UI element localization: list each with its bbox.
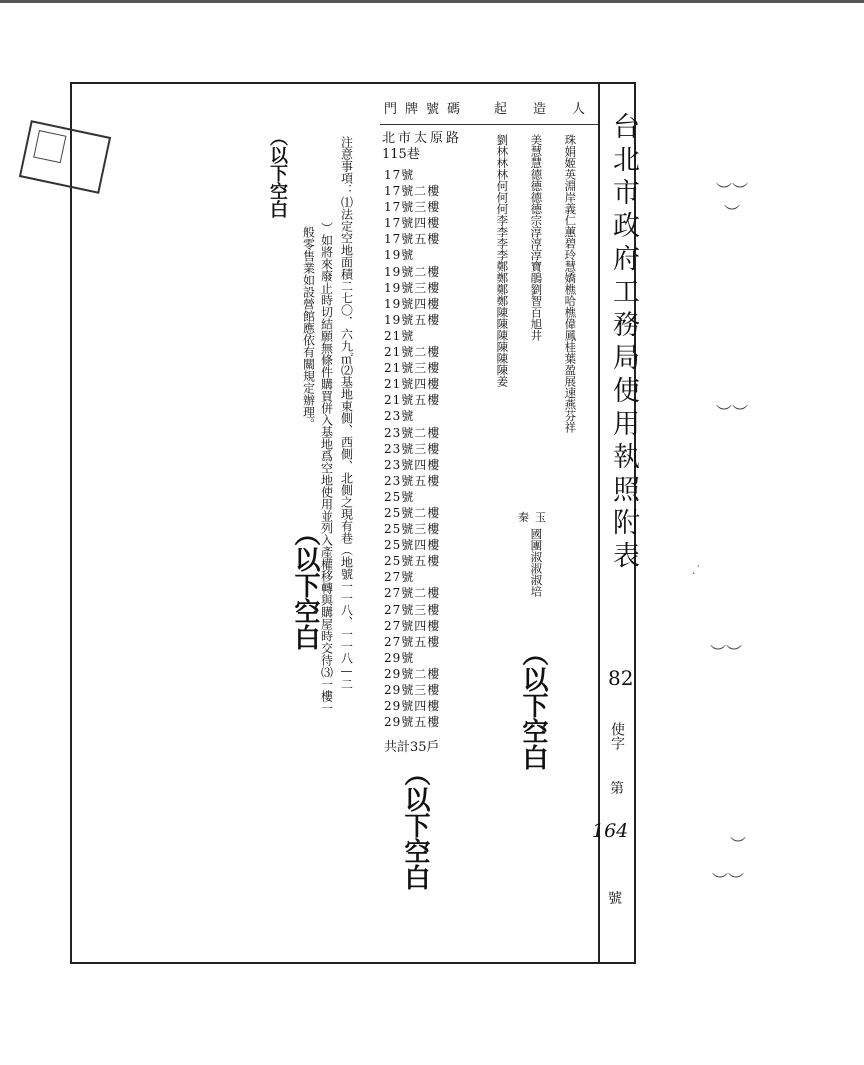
- address-item: 27號: [384, 570, 415, 585]
- stamp-inner-box: [33, 130, 66, 163]
- owner-column-2-cont: 國團淑淑淑培: [529, 528, 544, 597]
- address-item: 21號三樓: [384, 361, 441, 376]
- owner-column-2-names: 秦玉: [518, 511, 552, 524]
- lane-name: 115巷: [382, 147, 420, 162]
- address-item: 19號四樓: [384, 296, 441, 311]
- address-item: 27號五樓: [384, 634, 441, 649]
- handwritten-blank-margin: （以下空白: [267, 128, 288, 218]
- margin-mark: ︶: [724, 203, 741, 222]
- address-head: [382, 131, 462, 163]
- address-item: 27號三樓: [384, 602, 441, 617]
- address-item: 23號二樓: [384, 425, 441, 440]
- margin-mark: .˙: [692, 564, 701, 577]
- address-item: 25號四樓: [384, 538, 441, 553]
- margin-mark: ︶︶: [710, 643, 743, 662]
- address-item: 19號五樓: [384, 312, 441, 327]
- owner-column-3: 劉林林林何何何李李李李鄭鄭鄭鄭陳陳陳陳陳陳姜: [495, 134, 510, 387]
- header-rule: [380, 124, 598, 125]
- permit-hao: 號: [608, 891, 622, 907]
- margin-mark: ︶︶: [716, 403, 749, 422]
- handwritten-blank-addresses: （以下空白: [400, 760, 430, 890]
- permit-zi: 使字: [609, 722, 625, 750]
- margin-mark: ︶: [730, 835, 747, 854]
- address-item: 17號二樓: [384, 184, 441, 199]
- address-item: 21號二樓: [384, 345, 441, 360]
- scan-top-edge: [0, 0, 864, 3]
- address-item: 21號: [384, 328, 415, 343]
- permit-number: 164: [592, 820, 629, 842]
- handwritten-blank-owners: （以下空白: [518, 640, 548, 770]
- permit-year: 82: [608, 666, 634, 690]
- address-item: 29號五樓: [384, 715, 441, 730]
- address-item: 23號四樓: [384, 457, 441, 472]
- handwritten-blank-notes: （以下空白: [290, 520, 320, 650]
- address-item: 17號三樓: [384, 200, 441, 215]
- address-item: 19號: [384, 248, 415, 263]
- address-item: 17號四樓: [384, 216, 441, 231]
- street-name: 北市太原路: [382, 131, 463, 146]
- header-starter: 起造人: [494, 102, 612, 117]
- address-item: 17號五樓: [384, 232, 441, 247]
- total-units: 共計35戶: [384, 740, 440, 755]
- address-item: 25號五樓: [384, 554, 441, 569]
- address-item: 19號三樓: [384, 280, 441, 295]
- address-item: 29號二樓: [384, 666, 441, 681]
- owner-column-2: 美慧慧德德德德宗淳淳淳寶鵑劉智百旭井: [529, 134, 544, 341]
- address-item: 21號五樓: [384, 393, 441, 408]
- address-item: 25號: [384, 489, 415, 504]
- address-item: 17號: [384, 168, 415, 182]
- header-address: 門牌號碼: [384, 102, 469, 117]
- notes-line-1: 注意事項：⑴法定空地面積二七〇．六九㎡⑵基地東側、西側、北側之現有巷（地號一一八、一一八—二: [339, 136, 354, 690]
- address-item: 29號: [384, 650, 415, 665]
- address-item: 27號二樓: [384, 586, 441, 601]
- margin-mark: ︶︶: [712, 871, 745, 890]
- notes-line-2: ）如將來廢止時切結願無條件購買併入基地爲空地使用並列入產權移轉與購屋時交待⑶一樓一: [319, 222, 334, 714]
- form-title: 台北市政府工務局使用執照附表: [608, 112, 639, 574]
- address-item: 23號: [384, 409, 415, 424]
- address-item: 25號三樓: [384, 522, 441, 537]
- address-list: [384, 167, 440, 730]
- address-item: 29號三樓: [384, 683, 441, 697]
- address-item: 23號三樓: [384, 441, 441, 456]
- owner-column-1: 珠娟姬英淵岸義仁蕙碧玲慧嬌樵哈樵偉鳳桂葉盈展速燕芬祥: [563, 134, 578, 433]
- notes-line-3: 般零售業如設營館應依有關規定辦理。: [301, 226, 316, 430]
- address-item: 21號四樓: [384, 377, 441, 392]
- address-item: 19號二樓: [384, 264, 441, 279]
- address-item: 27號四樓: [384, 618, 441, 633]
- margin-mark: ︶︶: [716, 181, 749, 200]
- address-item: 23號五樓: [384, 473, 441, 488]
- address-item: 25號二樓: [384, 505, 441, 520]
- permit-di: 第: [610, 781, 624, 797]
- address-item: 29號四樓: [384, 699, 441, 714]
